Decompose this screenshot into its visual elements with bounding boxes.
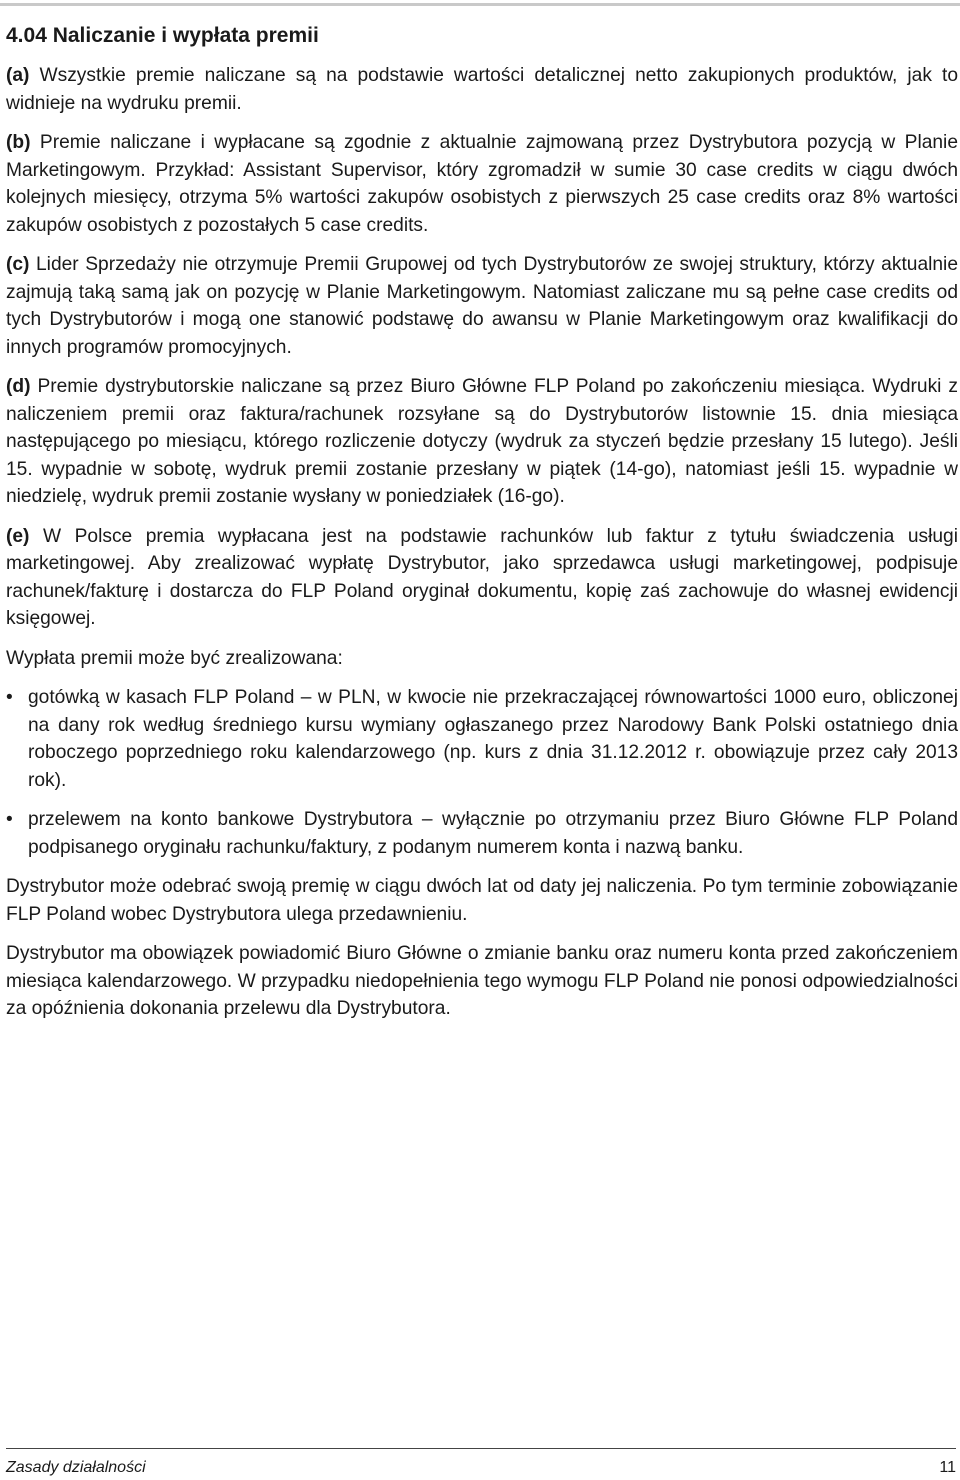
list-item bbox=[6, 806, 958, 861]
footer-title: Zasady działalności bbox=[6, 1459, 146, 1476]
closing-paragraph-1: Dystrybutor może odebrać swoją premię w ciągu dwóch lat od daty jej naliczenia. Po tym terminie zobowiązanie FLP Poland wobec Dystrybutora ulega przedawnieniu. bbox=[6, 876, 958, 925]
paragraph-a-text: Wszystkie premie naliczane są na podstawie wartości detalicznej netto zakupionych produktów, jak to widnieje na wydruku premii. bbox=[6, 65, 958, 114]
paragraph-a bbox=[6, 62, 958, 117]
document-body bbox=[6, 22, 958, 1035]
paragraph-b-marker: (b) bbox=[6, 132, 31, 153]
paragraph-d-text: Premie dystrybutorskie naliczane są przez Biuro Główne FLP Poland po zakończeniu miesiąca. Wydruki z naliczeniem premii oraz faktura/rachunek rozsyłane są do Dystrybutorów listownie 15. dnia miesiąca następującego po miesiącu, którego rozliczenie dotyczy (wydruk za styczeń będzie przesłany 15 lutego). Jeśli 15. wypadnie w sobotę, wydruk premii zostanie przesłany w piątek (14-go), natomiast jeśli 15. wypadnie w niedzielę, wydruk premii zostanie wysłany w poniedziałek (16-go). bbox=[6, 376, 958, 507]
bullet-icon: • bbox=[6, 809, 13, 830]
page-footer bbox=[6, 1448, 956, 1476]
page-number: 11 bbox=[939, 1459, 956, 1476]
top-rule bbox=[0, 3, 960, 6]
paragraph-c-marker: (c) bbox=[6, 254, 30, 275]
paragraph-d bbox=[6, 373, 958, 511]
paragraph-b-text: Premie naliczane i wypłacane są zgodnie z aktualnie zajmowaną przez Dystrybutora pozycją w Planie Marketingowym. Przykład: Assistant Supervisor, który zgromadził w sumie 30 case credits w ciągu dwóch kolejnych miesięcy, otrzyma 5% wartości zakupów osobistych z pierwszych 25 case credits oraz 8% wartości zakupów osobistych z pozostałych 5 case credits. bbox=[6, 132, 958, 236]
paragraph-a-marker: (a) bbox=[6, 65, 30, 86]
list-item-text: przelewem na konto bankowe Dystrybutora – wyłącznie po otrzymaniu przez Biuro Główne FLP Poland podpisanego oryginału rachunku/faktury, z podanym numerem konta i nazwą banku. bbox=[28, 809, 958, 858]
paragraph-c bbox=[6, 251, 958, 361]
closing-paragraph-2: Dystrybutor ma obowiązek powiadomić Biuro Główne o zmianie banku oraz numeru konta przed zakończeniem miesiąca kalendarzowego. W przypadku niedopełnienia tego wymogu FLP Poland nie ponosi odpowiedzialności za opóźnienia dokonania przelewu dla Dystrybutora. bbox=[6, 943, 958, 1019]
bullet-icon: • bbox=[6, 687, 13, 708]
paragraph-c-text: Lider Sprzedaży nie otrzymuje Premii Grupowej od tych Dystrybutorów ze swojej struktury, którzy aktualnie zajmują taką samą jak on pozycję w Planie Marketingowym. Natomiast zaliczane mu są pełne case credits od tych Dystrybutorów i mogą one stanowić podstawę do awansu w Planie Marketingowym oraz kwalifikacji do innych programów promocyjnych. bbox=[6, 254, 958, 358]
list-item-text: gotówką w kasach FLP Poland – w PLN, w kwocie nie przekraczającej równowartości 1000 euro, obliczonej na dany rok według średniego kursu wymiany ogłaszanego przez Narodowy Bank Polski ostatniego dnia roboczego poprzedniego roku kalendarzowego (np. kurs z dnia 31.12.2012 r. obowiązuje przez cały 2013 rok). bbox=[28, 687, 958, 791]
paragraph-e-marker: (e) bbox=[6, 525, 30, 547]
paragraph-e-text: W Polsce premia wypłacana jest na podstawie rachunków lub faktur z tytułu świadczenia usługi marketingowej. Aby zrealizować wypłatę Dystrybutor, jako sprzedawca usługi marketingowej, podpisuje rachunek/fakturę i dostarcza do FLP Poland oryginał dokumentu, kopię zaś zachowuje do własnej ewidencji księgowej. bbox=[6, 525, 958, 629]
paragraph-e bbox=[6, 523, 958, 633]
paragraph-d-marker: (d) bbox=[6, 376, 31, 397]
payout-intro: Wypłata premii może być zrealizowana: bbox=[6, 647, 343, 669]
section-heading: 4.04 Naliczanie i wypłata premii bbox=[6, 24, 319, 47]
paragraph-b bbox=[6, 129, 958, 239]
list-item bbox=[6, 684, 958, 794]
